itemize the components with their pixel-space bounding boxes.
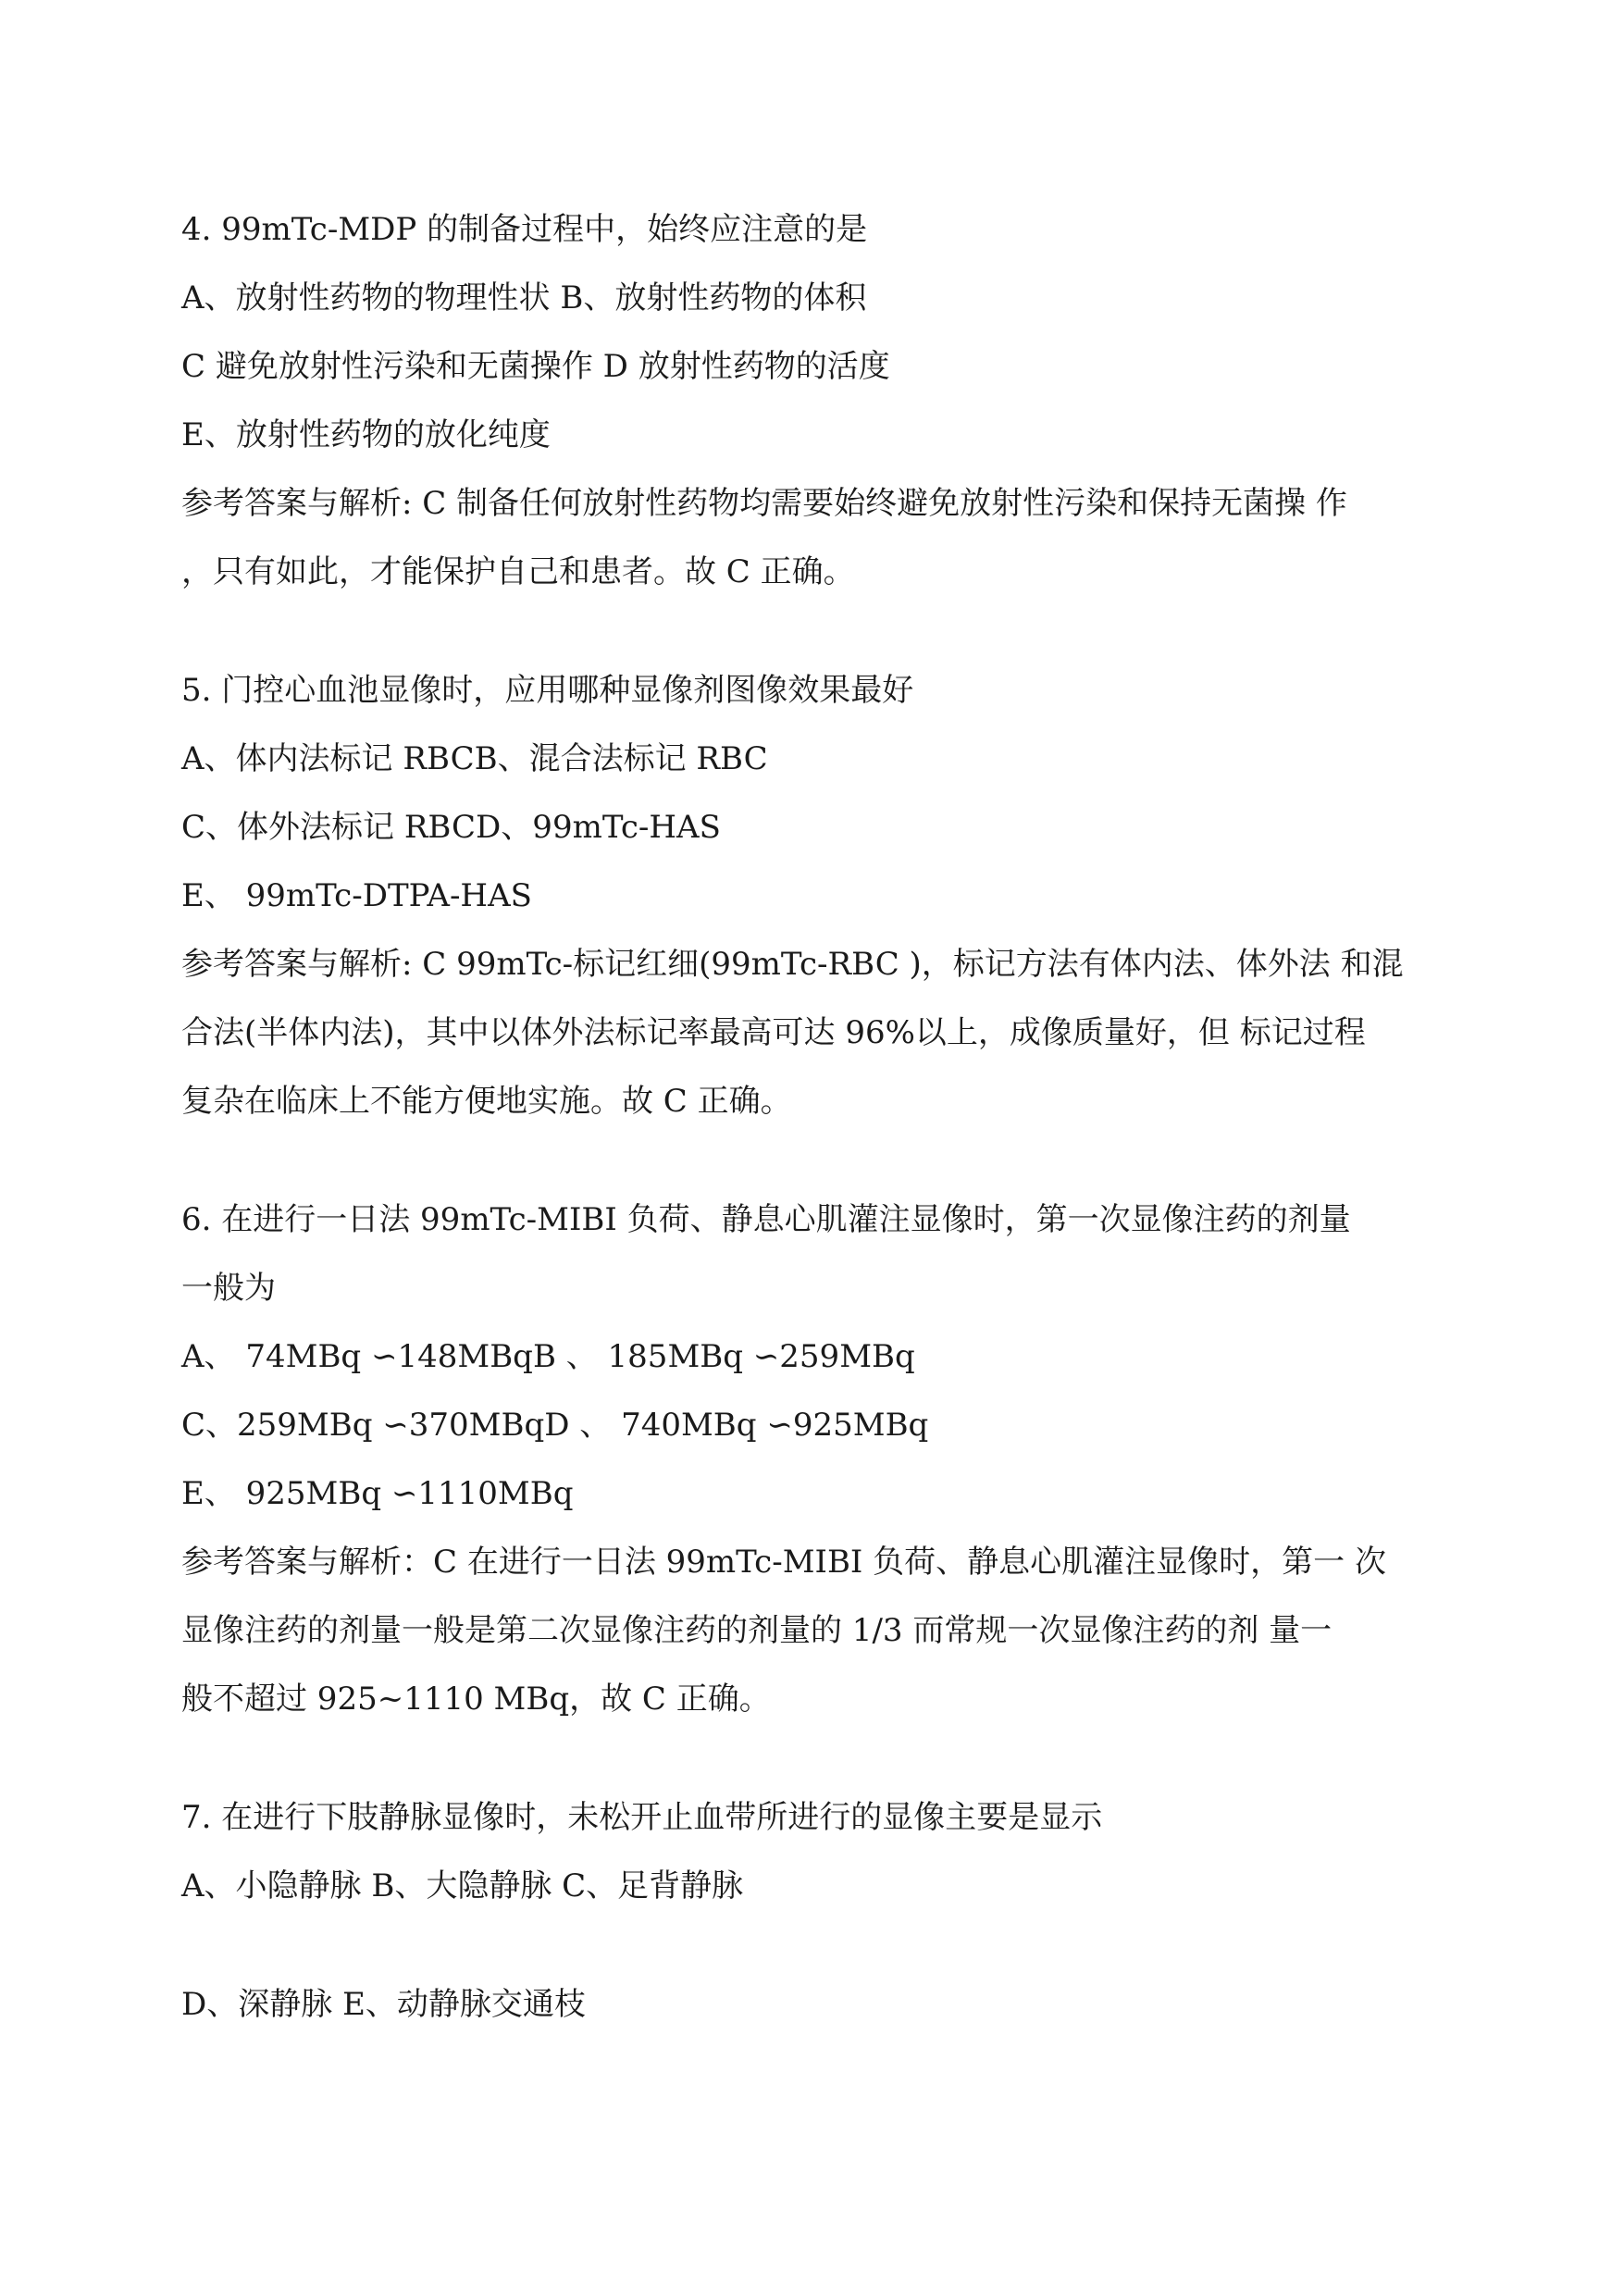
question-4-analysis-line-2: ，只有如此，才能保护自己和患者。故 C 正确。	[181, 553, 855, 590]
question-6-option-line-3: E、 925MBq ∽1110MBq	[181, 1475, 574, 1512]
question-5-option-line-3: E、 99mTc-DTPA-HAS	[181, 877, 532, 914]
question-7-stem: 7. 在进行下肢静脉显像时，未松开止血带所进行的显像主要是显示	[181, 1799, 1103, 1836]
question-5-option-line-2: C、体外法标记 RBCD、99mTc-HAS	[181, 809, 721, 846]
question-4-option-line-1: A、放射性药物的物理性状 B、放射性药物的体积	[181, 279, 867, 316]
question-6-option-line-2: C、259MBq ∽370MBqD 、 740MBq ∽925MBq	[181, 1407, 929, 1444]
question-4-stem: 4. 99mTc-MDP 的制备过程中，始终应注意的是	[181, 211, 868, 248]
question-6-stem: 6. 在进行一日法 99mTc-MIBI 负荷、静息心肌灌注显像时，第一次显像注药的剂量	[181, 1201, 1351, 1238]
question-7-option-line-2: D、深静脉 E、动静脉交通枝	[181, 1986, 586, 2023]
question-5-analysis-line-3: 复杂在临床上不能方便地实施。故 C 正确。	[181, 1083, 792, 1120]
question-5-option-line-1: A、体内法标记 RBCB、混合法标记 RBC	[181, 740, 768, 777]
question-7-option-line-1: A、小隐静脉 B、大隐静脉 C、足背静脉	[181, 1867, 744, 1904]
question-6-analysis-line-1: 参考答案与解析：C 在进行一日法 99mTc-MIBI 负荷、静息心肌灌注显像时，第一 次	[181, 1544, 1386, 1581]
question-4-option-line-3: E、放射性药物的放化纯度	[181, 416, 551, 453]
question-5-analysis-line-1: 参考答案与解析: C 99mTc-标记红细(99mTc-RBC )，标记方法有体内法、体外法 和混	[181, 946, 1404, 983]
question-6-option-line-1: A、 74MBq ∽148MBqB 、 185MBq ∽259MBq	[181, 1338, 915, 1375]
question-5-analysis-line-2: 合法(半体内法)，其中以体外法标记率最高可达 96%以上，成像质量好，但 标记过程	[181, 1014, 1366, 1051]
question-4-option-line-2: C 避免放射性污染和无菌操作 D 放射性药物的活度	[181, 348, 890, 385]
question-6-stem-continued: 一般为	[181, 1270, 276, 1307]
question-6-analysis-line-2: 显像注药的剂量一般是第二次显像注药的剂量的 1/3 而常规一次显像注药的剂 量一	[181, 1612, 1333, 1649]
question-5-stem: 5. 门控心血池显像时，应用哪种显像剂图像效果最好	[181, 672, 914, 709]
question-6-analysis-line-3: 般不超过 925~1110 MBq，故 C 正确。	[181, 1681, 771, 1718]
question-4-analysis-line-1: 参考答案与解析: C 制备任何放射性药物均需要始终避免放射性污染和保持无菌操 作	[181, 485, 1347, 522]
